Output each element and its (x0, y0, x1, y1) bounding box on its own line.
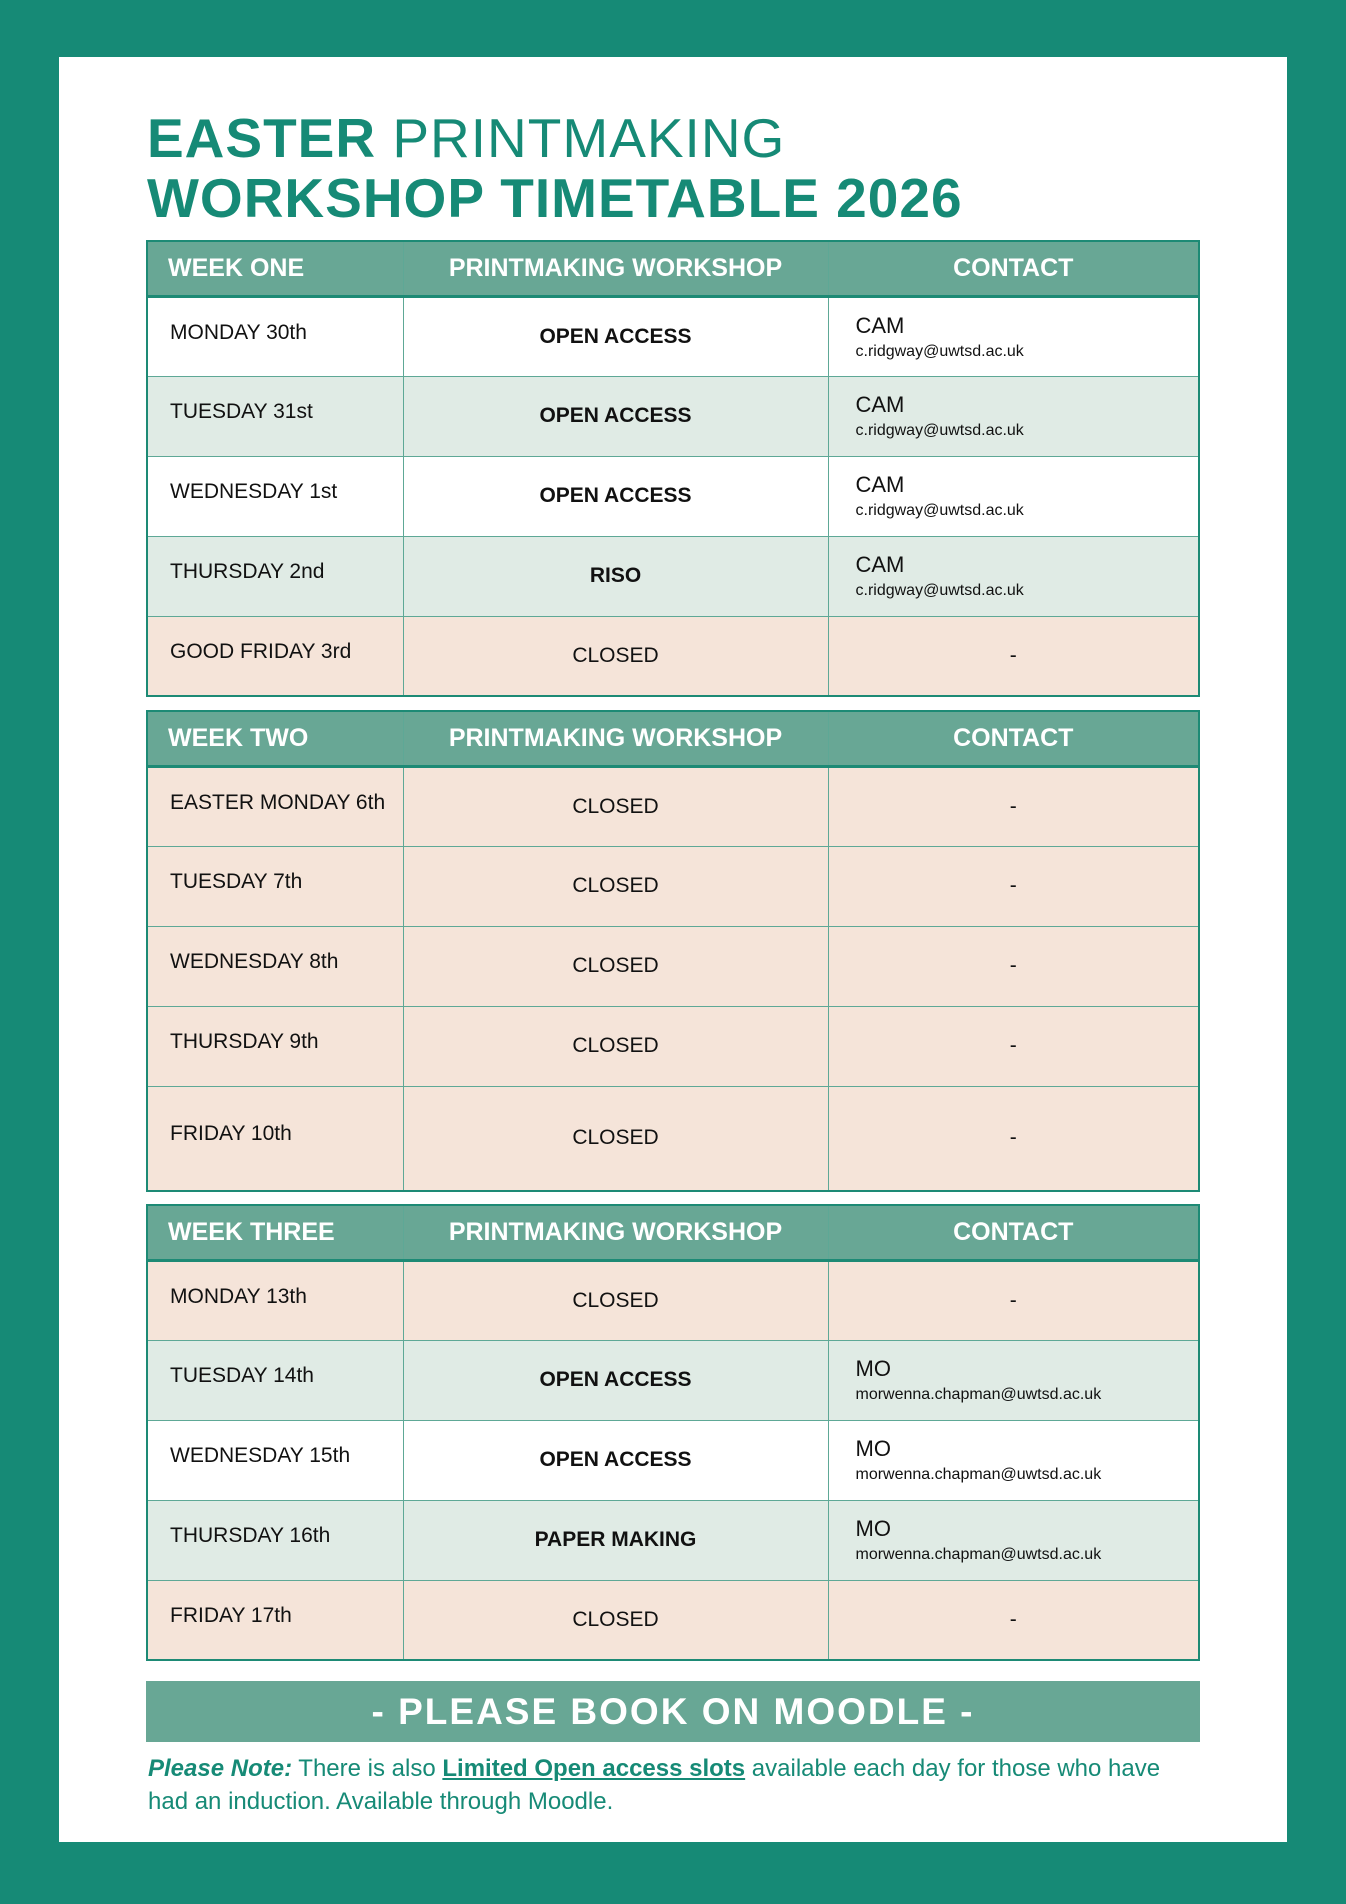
contact-email[interactable]: c.ridgway@uwtsd.ac.uk (855, 422, 1024, 439)
table-row (147, 1006, 1199, 1086)
contact-cell: - (828, 846, 1199, 926)
note (148, 1752, 1188, 1818)
table-row (147, 1340, 1199, 1420)
week-table (146, 240, 1200, 697)
contact-cell: - (828, 926, 1199, 1006)
day-cell: THURSDAY 9th (147, 1006, 403, 1086)
note-lead: Please Note: (148, 1755, 293, 1782)
contact-header: CONTACT (828, 1205, 1199, 1260)
workshop-cell: CLOSED (403, 766, 828, 846)
contact-name: CAM (855, 392, 905, 417)
contact-cell: - (828, 1006, 1199, 1086)
table-header (147, 1205, 1199, 1260)
table-row (147, 1260, 1199, 1340)
contact-email[interactable]: morwenna.chapman@uwtsd.ac.uk (855, 1546, 1102, 1563)
contact-header: CONTACT (828, 711, 1199, 766)
workshop-cell: CLOSED (403, 1006, 828, 1086)
contact-name: CAM (855, 312, 905, 338)
contact-header: CONTACT (828, 241, 1199, 296)
workshop-cell: CLOSED (403, 616, 828, 696)
contact-email[interactable]: c.ridgway@uwtsd.ac.uk (855, 342, 1024, 360)
contact-email[interactable]: c.ridgway@uwtsd.ac.uk (855, 502, 1024, 519)
contact-cell (828, 456, 1199, 536)
day-cell: FRIDAY 10th (147, 1086, 403, 1191)
workshop-cell: CLOSED (403, 926, 828, 1006)
workshop-cell: OPEN ACCESS (403, 1420, 828, 1500)
workshop-cell: CLOSED (403, 1260, 828, 1340)
workshop-header: PRINTMAKING WORKSHOP (403, 241, 828, 296)
table-row (147, 296, 1199, 376)
contact-name: MO (855, 1516, 891, 1541)
day-cell: WEDNESDAY 8th (147, 926, 403, 1006)
contact-email[interactable]: morwenna.chapman@uwtsd.ac.uk (855, 1386, 1102, 1403)
day-cell: MONDAY 30th (147, 296, 403, 376)
contact-cell: - (828, 766, 1199, 846)
workshop-cell: OPEN ACCESS (403, 376, 828, 456)
workshop-cell: CLOSED (403, 846, 828, 926)
table-row (147, 1580, 1199, 1660)
table-row (147, 616, 1199, 696)
week-table (146, 710, 1200, 1192)
workshop-cell: OPEN ACCESS (403, 296, 828, 376)
day-cell: MONDAY 13th (147, 1260, 403, 1340)
workshop-cell: PAPER MAKING (403, 1500, 828, 1580)
table-row (147, 456, 1199, 536)
contact-cell (828, 1500, 1199, 1580)
table-row (147, 536, 1199, 616)
day-cell: FRIDAY 17th (147, 1580, 403, 1660)
title-light: PRINTMAKING (392, 107, 786, 169)
contact-email[interactable]: c.ridgway@uwtsd.ac.uk (855, 582, 1024, 599)
contact-cell (828, 1420, 1199, 1500)
day-cell: TUESDAY 14th (147, 1340, 403, 1420)
day-cell: TUESDAY 7th (147, 846, 403, 926)
title-bold: EASTER (147, 107, 377, 169)
contact-cell (828, 296, 1199, 376)
workshop-cell: OPEN ACCESS (403, 1340, 828, 1420)
contact-cell: - (828, 616, 1199, 696)
contact-cell: - (828, 1580, 1199, 1660)
contact-cell: - (828, 1260, 1199, 1340)
note-text: available each day for those who have had an induction. Available through Moodle. (148, 1755, 1161, 1815)
page-title (147, 108, 963, 228)
workshop-header: PRINTMAKING WORKSHOP (403, 711, 828, 766)
week-label: WEEK THREE (147, 1205, 403, 1260)
contact-name: MO (855, 1436, 891, 1461)
table-row (147, 1500, 1199, 1580)
table-header (147, 711, 1199, 766)
contact-name: CAM (855, 552, 905, 577)
table-row (147, 1420, 1199, 1500)
contact-cell (828, 376, 1199, 456)
day-cell: WEDNESDAY 15th (147, 1420, 403, 1500)
note-text: There is also (292, 1755, 443, 1782)
contact-cell (828, 1340, 1199, 1420)
workshop-cell: OPEN ACCESS (403, 456, 828, 536)
table-row (147, 846, 1199, 926)
title-line2: WORKSHOP TIMETABLE 2026 (147, 167, 963, 229)
workshop-cell: RISO (403, 536, 828, 616)
day-cell: WEDNESDAY 1st (147, 456, 403, 536)
contact-email[interactable]: morwenna.chapman@uwtsd.ac.uk (855, 1466, 1102, 1483)
contact-cell (828, 536, 1199, 616)
day-cell: TUESDAY 31st (147, 376, 403, 456)
contact-name: CAM (855, 472, 905, 497)
week-label: WEEK TWO (147, 711, 403, 766)
open-access-link[interactable]: Limited Open access slots (442, 1755, 746, 1782)
book-on-moodle-banner: - PLEASE BOOK ON MOODLE - (146, 1681, 1200, 1742)
day-cell: THURSDAY 2nd (147, 536, 403, 616)
table-row (147, 376, 1199, 456)
table-row (147, 766, 1199, 846)
day-cell: THURSDAY 16th (147, 1500, 403, 1580)
table-row (147, 926, 1199, 1006)
day-cell: EASTER MONDAY 6th (147, 766, 403, 846)
workshop-header: PRINTMAKING WORKSHOP (403, 1205, 828, 1260)
week-table (146, 1204, 1200, 1661)
workshop-cell: CLOSED (403, 1580, 828, 1660)
contact-name: MO (855, 1356, 891, 1381)
table-row (147, 1086, 1199, 1191)
day-cell: GOOD FRIDAY 3rd (147, 616, 403, 696)
contact-cell: - (828, 1086, 1199, 1191)
table-header (147, 241, 1199, 296)
workshop-cell: CLOSED (403, 1086, 828, 1191)
week-label: WEEK ONE (147, 241, 403, 296)
